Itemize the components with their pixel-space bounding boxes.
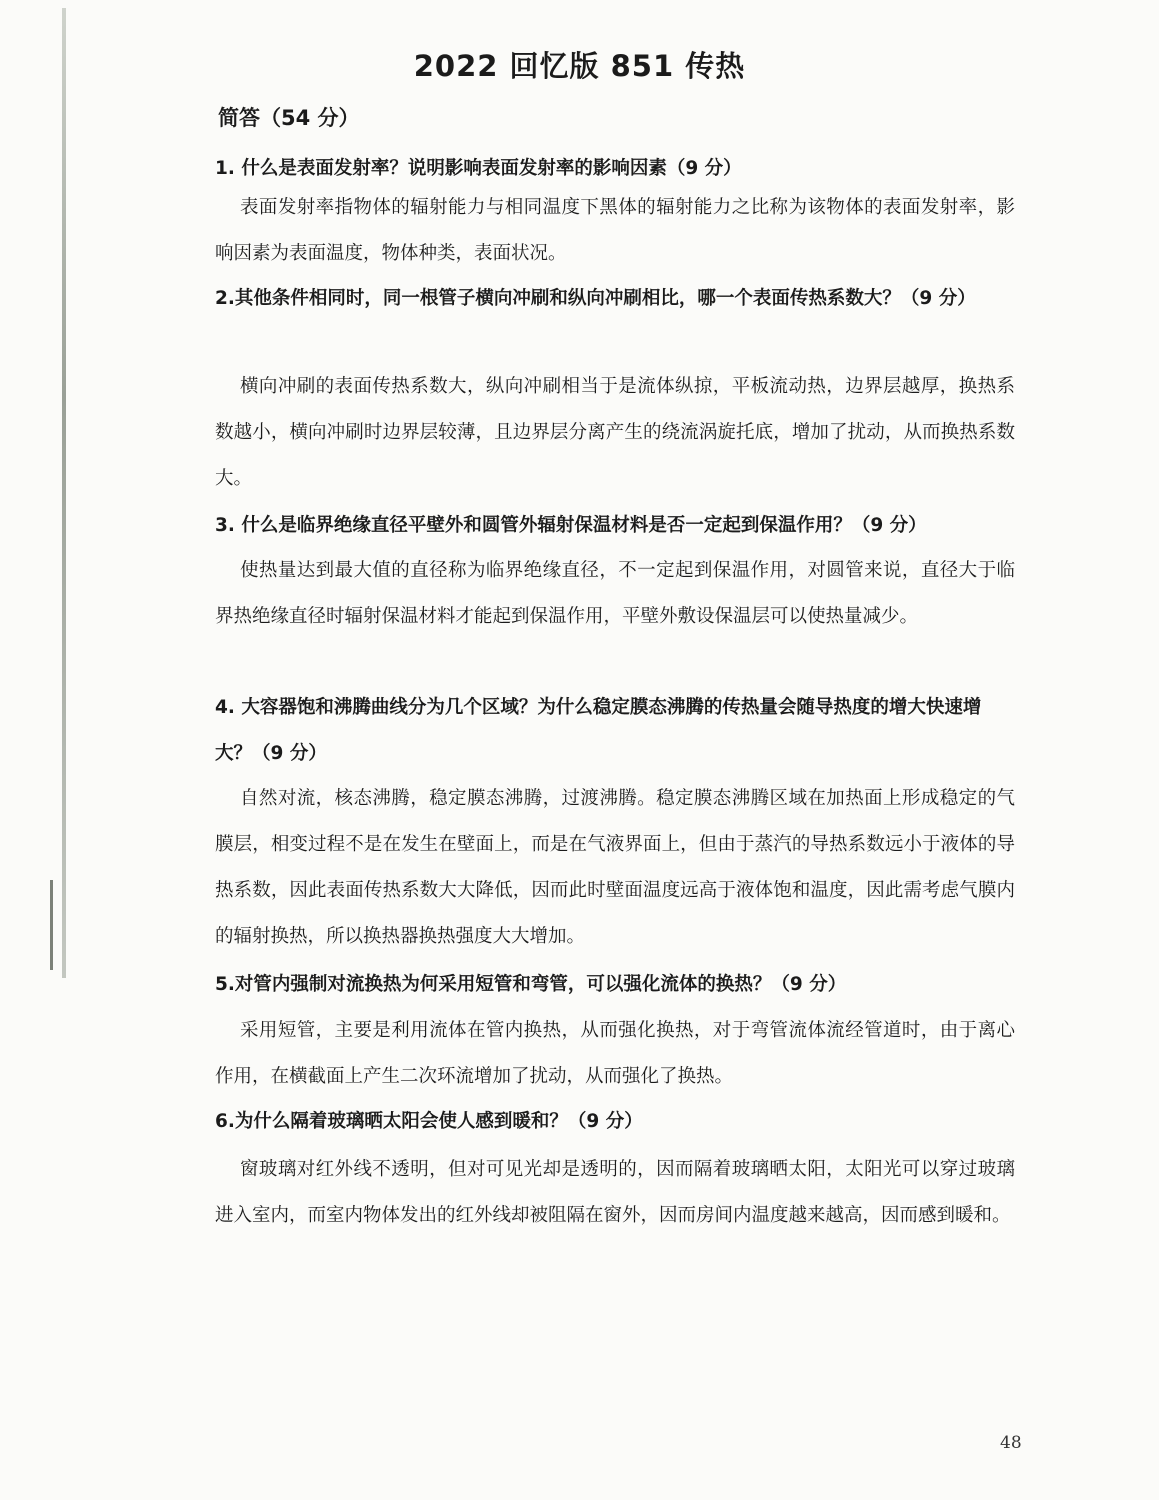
- question-4: 4. 大容器饱和沸腾曲线分为几个区域？为什么稳定膜态沸腾的传热量会随导热度的增大快速增大？（9 分）: [215, 697, 982, 764]
- page-number: 48: [1000, 1433, 1022, 1453]
- answer-5: 采用短管，主要是利用流体在管内换热，从而强化换热，对于弯管流体流经管道时，由于离心作用，在横截面上产生二次环流增加了扰动，从而强化了换热。: [215, 1020, 1015, 1087]
- question-2: 2.其他条件相同时，同一根管子横向冲刷和纵向冲刷相比，哪一个表面传热系数大？（9 分）: [215, 288, 976, 309]
- answer-1: 表面发射率指物体的辐射能力与相同温度下黑体的辐射能力之比称为该物体的表面发射率，影响因素为表面温度，物体种类，表面状况。: [215, 197, 1015, 264]
- page-title: 2022 回忆版 851 传热: [413, 49, 746, 83]
- answer-3: 使热量达到最大值的直径称为临界绝缘直径，不一定起到保温作用，对圆管来说，直径大于临界热绝缘直径时辐射保温材料才能起到保温作用，平壁外敷设保温层可以使热量减少。: [215, 560, 1015, 627]
- scan-edge-shadow: [62, 8, 66, 978]
- question-6: 6.为什么隔着玻璃晒太阳会使人感到暖和？（9 分）: [215, 1111, 643, 1132]
- answer-6: 窗玻璃对红外线不透明，但对可见光却是透明的，因而隔着玻璃晒太阳，太阳光可以穿过玻璃进入室内，而室内物体发出的红外线却被阻隔在窗外，因而房间内温度越来越高，因而感到暖和。: [215, 1159, 1015, 1226]
- scan-edge-mark: [50, 880, 53, 970]
- answer-2: 横向冲刷的表面传热系数大，纵向冲刷相当于是流体纵掠，平板流动热，边界层越厚，换热系数越小，横向冲刷时边界层较薄，且边界层分离产生的绕流涡旋托底，增加了扰动，从而换热系数大。: [215, 376, 1015, 489]
- question-3: 3. 什么是临界绝缘直径平壁外和圆管外辐射保温材料是否一定起到保温作用？（9 分）: [215, 515, 927, 536]
- question-1: 1. 什么是表面发射率？说明影响表面发射率的影响因素（9 分）: [215, 158, 742, 179]
- answer-4: 自然对流，核态沸腾，稳定膜态沸腾，过渡沸腾。稳定膜态沸腾区域在加热面上形成稳定的气膜层，相变过程不是在发生在壁面上，而是在气液界面上，但由于蒸汽的导热系数远小于液体的导热系数，因此表面传热系数大大降低，因而此时壁面温度远高于液体饱和温度，因此需考虑气膜内的辐射换热，所以换热器换热强度大大增加。: [215, 788, 1015, 947]
- question-5: 5.对管内强制对流换热为何采用短管和弯管，可以强化流体的换热？（9 分）: [215, 974, 847, 995]
- section-heading: 简答（54 分）: [218, 106, 360, 130]
